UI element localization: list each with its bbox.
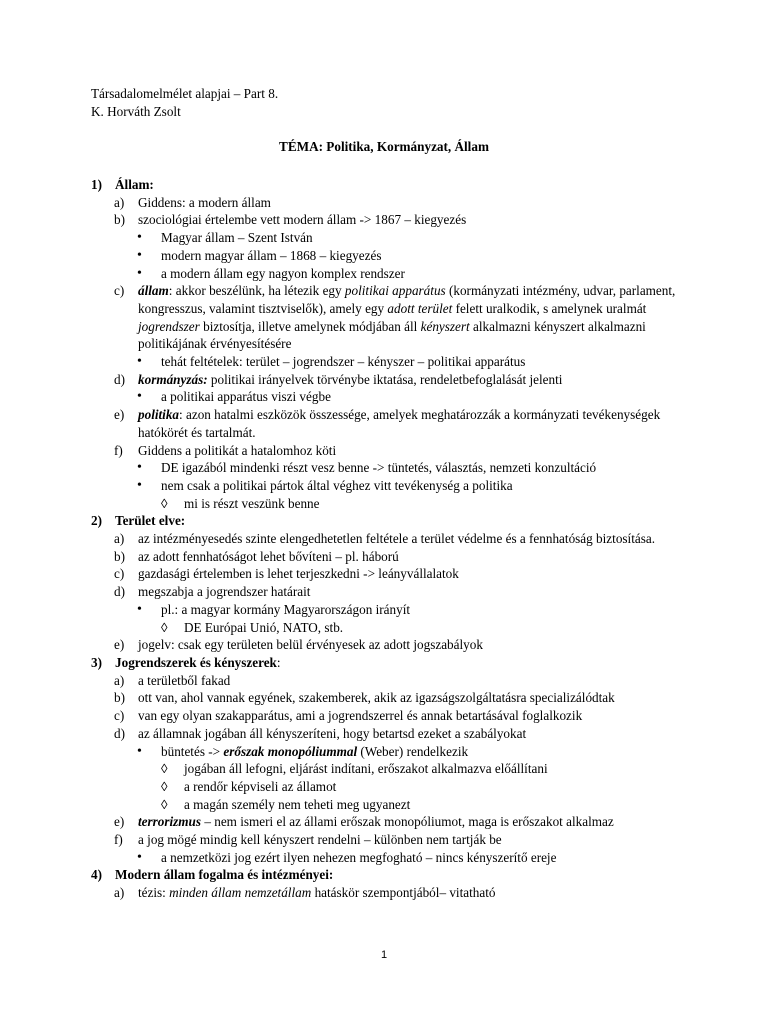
- item-text: ott van, ahol vannak egyének, szakemberek, akik az igazságszolgáltatásra specializálódtak: [138, 690, 615, 706]
- list-item: [91, 884, 681, 902]
- bullet-item: • a nemzetközi jog ezért ilyen nehezen megfogható – nincs kényszerítő ereje: [91, 849, 681, 867]
- item-letter: a): [114, 672, 125, 688]
- item-text: gazdasági értelemben is lehet terjeszkedni -> leányvállalatok: [138, 566, 459, 582]
- item-text: politika: azon hatalmi eszközök összessége, amelyek meghatározzák a kormányzati tevékenységek hatókörét és tartalmát.: [138, 407, 661, 440]
- item-letter: f): [114, 832, 123, 848]
- list-item: [91, 707, 681, 725]
- list-item: [91, 442, 681, 460]
- item-letter: a): [114, 885, 125, 901]
- bullet-item: • a politikai apparátus viszi végbe: [91, 388, 681, 406]
- section-number: 1): [91, 177, 102, 192]
- bullet-item: • büntetés -> erőszak monopóliummal (Weber) rendelkezik: [91, 743, 681, 761]
- author-line: K. Horváth Zsolt: [91, 103, 181, 119]
- item-text: az adott fennhatóságot lehet bővíteni – pl. háború: [138, 548, 399, 564]
- list-item: [91, 194, 681, 212]
- item-text: megszabja a jogrendszer határait: [138, 584, 311, 600]
- list-item: [91, 831, 681, 849]
- section-suffix: :: [276, 654, 281, 670]
- item-text: a területből fakad: [138, 672, 231, 688]
- bullet-item: • nem csak a politikai pártok által véghez vitt tevékenység a politika: [91, 477, 681, 495]
- list-item: [91, 548, 681, 566]
- list-item: [91, 282, 681, 353]
- item-text: az államnak jogában áll kényszeríteni, hogy betartsd ezeket a szabályokat: [138, 725, 527, 741]
- sub-bullet-item: ◊ mi is részt veszünk benne: [91, 495, 681, 513]
- list-item: [91, 813, 681, 831]
- item-letter: e): [114, 814, 125, 830]
- item-letter: b): [114, 548, 125, 564]
- item-letter: e): [114, 637, 125, 653]
- item-text: terrorizmus – nem ismeri el az állami erőszak monopóliumot, maga is erőszakot alkalmaz: [138, 814, 614, 830]
- bullet-item: • Magyar állam – Szent István: [91, 229, 681, 247]
- item-letter: b): [114, 690, 125, 706]
- item-text: kormányzás: politikai irányelvek törvénybe iktatása, rendeletbefoglalását jelenti: [138, 371, 563, 387]
- page-title: TÉMA: Politika, Kormányzat, Állam: [279, 139, 489, 154]
- list-item: [91, 211, 681, 229]
- bullet-item: • tehát feltételek: terület – jogrendszer – kényszer – politikai apparátus: [91, 353, 681, 371]
- page-number: 1: [380, 949, 388, 961]
- item-letter: b): [114, 212, 125, 228]
- sub-bullet-item: ◊ a rendőr képviseli az államot: [91, 778, 681, 796]
- item-text: Giddens a politikát a hatalomhoz köti: [138, 442, 337, 458]
- item-text: jogelv: csak egy területen belül érvényesek az adott jogszabályok: [138, 637, 483, 653]
- item-letter: c): [114, 283, 125, 299]
- sub-bullet-item: ◊ jogában áll lefogni, eljárást indítani, erőszakot alkalmazva előállítani: [91, 760, 681, 778]
- item-letter: d): [114, 584, 125, 600]
- section-heading: [91, 866, 681, 884]
- section-number: 2): [91, 513, 102, 529]
- sub-bullet-item: ◊ a magán személy nem teheti meg ugyanezt: [91, 796, 681, 814]
- section-heading: [91, 654, 681, 672]
- item-text: az intézményesedés szinte elengedhetetlen feltétele a terület védelme és a fennhatóság biztosítása.: [138, 531, 656, 547]
- bullet-item: • a modern állam egy nagyon komplex rendszer: [91, 265, 681, 283]
- section-title: Modern állam fogalma és intézményei:: [115, 867, 334, 883]
- item-letter: c): [114, 566, 125, 582]
- item-text: szociológiai értelembe vett modern állam -> 1867 – kiegyezés: [138, 212, 467, 228]
- item-letter: d): [114, 725, 125, 741]
- document-header: [91, 85, 278, 120]
- item-letter: d): [114, 371, 125, 387]
- bullet-item: • modern magyar állam – 1868 – kiegyezés: [91, 247, 681, 265]
- section-number: 3): [91, 654, 102, 670]
- item-text: tézis: minden állam nemzetállam hatáskör szempontjából– vitatható: [138, 885, 496, 901]
- list-item: [91, 371, 681, 389]
- item-letter: e): [114, 407, 125, 423]
- list-item: [91, 530, 681, 548]
- item-text: a jog mögé mindig kell kényszert rendelni – különben nem tartják be: [138, 832, 502, 848]
- list-item: [91, 636, 681, 654]
- item-letter: a): [114, 531, 125, 547]
- document-body: [91, 176, 681, 902]
- section-heading: [91, 512, 681, 530]
- list-item: [91, 406, 681, 441]
- course-line: Társadalomelmélet alapjai – Part 8.: [91, 86, 279, 101]
- item-text: Giddens: a modern állam: [138, 194, 271, 210]
- list-item: [91, 689, 681, 707]
- section-title: Állam:: [115, 177, 154, 192]
- list-item: [91, 672, 681, 690]
- list-item: [91, 583, 681, 601]
- section-title: Terület elve:: [115, 513, 186, 529]
- section-number: 4): [91, 867, 102, 883]
- list-item: [91, 725, 681, 743]
- item-letter: a): [114, 194, 125, 210]
- item-letter: c): [114, 708, 125, 724]
- sub-bullet-item: ◊ DE Európai Unió, NATO, stb.: [91, 619, 681, 637]
- section-title: Jogrendszerek és kényszerek: [115, 654, 277, 670]
- list-item: [91, 565, 681, 583]
- bullet-item: • DE igazából mindenki részt vesz benne -> tüntetés, választás, nemzeti konzultáció: [91, 459, 681, 477]
- item-text: van egy olyan szakapparátus, ami a jogrendszerrel és annak betartásával foglalkozik: [138, 708, 583, 724]
- section-heading: [91, 176, 681, 194]
- item-text: állam: akkor beszélünk, ha létezik egy politikai apparátus (kormányzati intézmény, udvar, parlament, kongresszus, valamint tisztviselők), amely egy adott terület felett uralkodik, s amelynek uralmát jogrendszer biztosítja, illetve amelynek módjában áll kényszert alkalmazni kényszert alkalmazni politikájának érvényesítésére: [138, 283, 676, 352]
- bullet-item: • pl.: a magyar kormány Magyarországon irányít: [91, 601, 681, 619]
- item-letter: f): [114, 442, 123, 458]
